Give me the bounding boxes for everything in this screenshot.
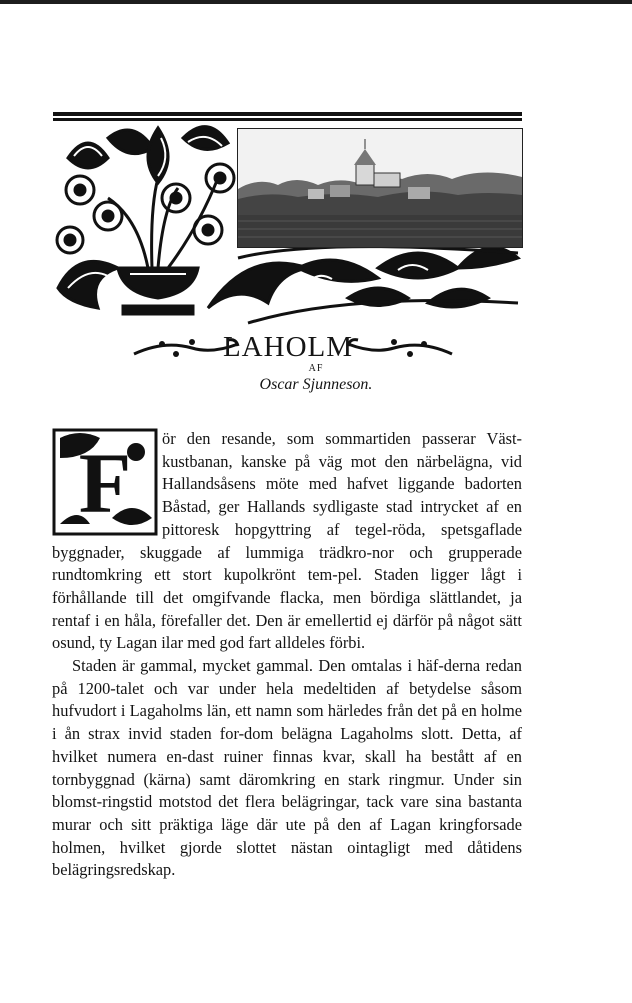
author-name: Oscar Sjunneson. <box>259 376 373 393</box>
title-row <box>48 328 528 366</box>
article-title: LAHOLM <box>222 331 354 363</box>
page-top-edge <box>0 0 632 4</box>
paragraph-1: ör den resande, som sommartiden passerar Väst-kustbanan, kanske på väg mot den närbelägna, vid Hallandsåsens möte med hafvet liggande badorten Båstad, ger Hallands sydligaste stad intrycket af en pittoresk hopgyttring af tegel-röda, spetsgaflade byggnader, skuggade af lummiga trädkro-nor och grupperade rundtomkring ett stort kupolkrönt tem-pel. Staden ligger lågt i förhållande till det omgifvande flacka, men bördiga slättlandet, ja rentaf i en håla, förefaller det. Den är emellertid ej därför på något sätt osund, ty Lagan ilar med god fart alldeles förbi. <box>52 429 522 653</box>
title-flourish-right-icon <box>344 334 456 360</box>
article-body <box>52 428 522 882</box>
byline-prefix: AF <box>308 363 324 374</box>
drop-cap: F <box>78 435 132 531</box>
decorated-initial-icon <box>52 428 158 536</box>
paragraph-2: Staden är gammal, mycket gammal. Den omtalas i häf-derna redan på 1200-talet och var under hela medeltiden af betydelse såsom hufvudort i Lagaholms län, ett namn som härledes från det på en holme i ån strax invid staden for-dom belägna Lagaholms slott. Detta, af hvilket numera en-dast ruiner finnas kvar, skall ha bestått af en tornbyggnad (kärna) samt däromkring en stark ringmur. Under sin blomst-ringstid motstod det flera belägringar, tack vare sina bastanta murar och sitt präktiga läge där ute på den af Lagan kringforsade holmen, hvilket gjorde slottet nästan ointagligt med dåtidens belägringsredskap. <box>52 656 522 880</box>
church-photo <box>237 128 523 248</box>
